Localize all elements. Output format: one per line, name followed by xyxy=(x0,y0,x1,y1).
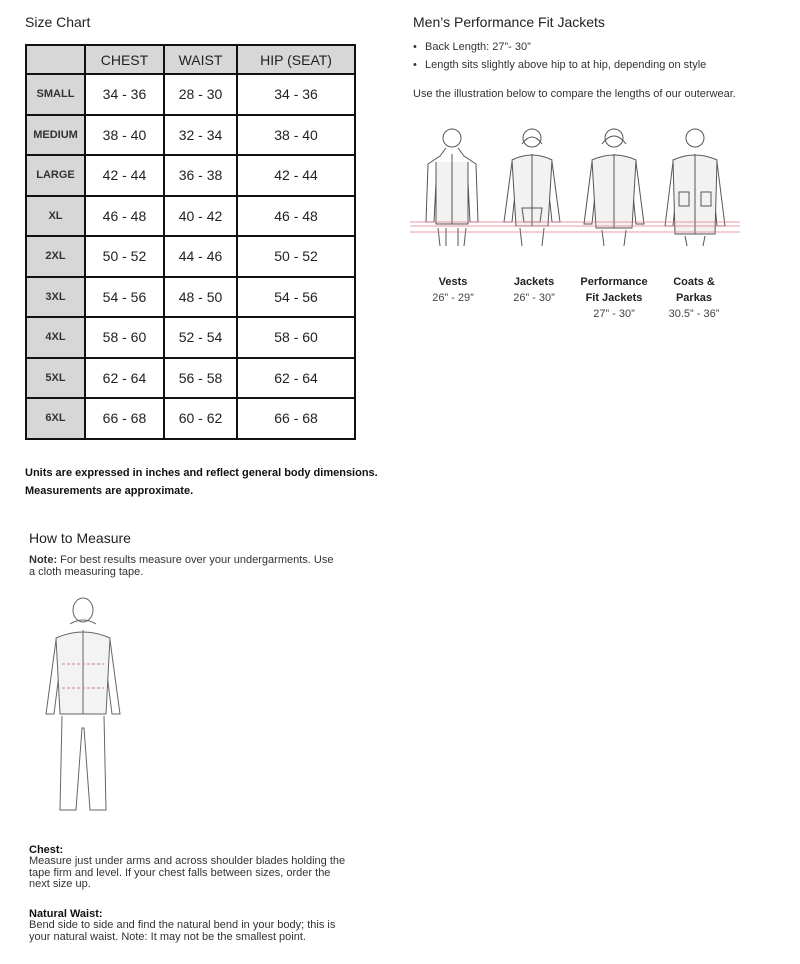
table-row xyxy=(26,74,355,115)
waist-instructions xyxy=(29,908,349,943)
hip-cell: 58 - 60 xyxy=(237,317,355,358)
performance-label-line1: Performance xyxy=(580,276,648,288)
back-length-bullet: • Back Length: 27”- 30” xyxy=(425,38,706,56)
chest-instructions xyxy=(29,844,349,891)
performance-caption xyxy=(573,274,655,322)
table-row xyxy=(26,196,355,237)
chest-cell: 34 - 36 xyxy=(85,74,164,115)
waist-text: Bend side to side and find the natural bend in your body; this is your natural waist. Note: It may not be the smallest point. xyxy=(29,919,336,943)
size-chart-title: Size Chart xyxy=(25,14,91,30)
measure-title: How to Measure xyxy=(29,530,131,546)
waist-cell: 56 - 58 xyxy=(164,358,237,399)
note-label: Note: xyxy=(29,554,58,566)
size-cell: 4XL xyxy=(26,317,85,358)
chest-text: Measure just under arms and across shoulder blades holding the tape firm and level. If your chest falls between sizes, order the next size up. xyxy=(29,855,346,890)
coats-range: 30.5” - 36” xyxy=(668,308,720,320)
waist-header: WAIST xyxy=(164,45,237,74)
table-row xyxy=(26,115,355,156)
jackets-range: 26” - 30” xyxy=(513,292,555,304)
waist-cell: 40 - 42 xyxy=(164,196,237,237)
waist-term: Natural Waist: xyxy=(29,908,103,920)
chest-cell: 58 - 60 xyxy=(85,317,164,358)
waist-cell: 48 - 50 xyxy=(164,277,237,318)
vest-figure xyxy=(426,129,478,246)
length-sits-bullet: • Length sits slightly above hip to at hip, depending on style xyxy=(425,56,706,74)
hip-cell: 62 - 64 xyxy=(237,358,355,399)
waist-cell: 60 - 62 xyxy=(164,398,237,439)
size-cell: 6XL xyxy=(26,398,85,439)
coat-figure xyxy=(665,129,725,246)
chest-cell: 66 - 68 xyxy=(85,398,164,439)
jackets-label: Jackets xyxy=(513,276,555,288)
units-note: Units are expressed in inches and reflect general body dimensions. xyxy=(25,467,378,479)
hip-cell: 38 - 40 xyxy=(237,115,355,156)
waist-cell: 32 - 34 xyxy=(164,115,237,156)
coats-label-line1: Coats & xyxy=(673,276,715,288)
chest-cell: 50 - 52 xyxy=(85,236,164,277)
approx-note: Measurements are approximate. xyxy=(25,485,194,497)
coats-caption xyxy=(659,274,729,322)
size-cell: 3XL xyxy=(26,277,85,318)
waist-cell: 36 - 38 xyxy=(164,155,237,196)
coats-label-line2: Parkas xyxy=(675,292,713,304)
hip-cell: 54 - 56 xyxy=(237,277,355,318)
fit-title: Men’s Performance Fit Jackets xyxy=(413,14,605,30)
chest-cell: 46 - 48 xyxy=(85,196,164,237)
size-cell: LARGE xyxy=(26,155,85,196)
chest-cell: 38 - 40 xyxy=(85,115,164,156)
size-cell: 2XL xyxy=(26,236,85,277)
hip-header: HIP (SEAT) xyxy=(237,45,355,74)
table-corner-cell xyxy=(26,45,85,74)
waist-cell: 44 - 46 xyxy=(164,236,237,277)
waist-cell: 28 - 30 xyxy=(164,74,237,115)
chest-cell: 62 - 64 xyxy=(85,358,164,399)
performance-label-line2: Fit Jackets xyxy=(585,292,643,304)
performance-jacket-figure xyxy=(584,129,644,246)
vests-caption xyxy=(418,274,488,306)
hip-cell: 42 - 44 xyxy=(237,155,355,196)
hip-cell: 50 - 52 xyxy=(237,236,355,277)
hip-cell: 66 - 68 xyxy=(237,398,355,439)
jackets-caption xyxy=(499,274,569,306)
outerwear-lengths-illustration xyxy=(410,122,740,248)
size-cell: MEDIUM xyxy=(26,115,85,156)
size-chart-table xyxy=(25,44,356,440)
size-cell: SMALL xyxy=(26,74,85,115)
note-text: For best results measure over your undergarments. Use a cloth measuring tape. xyxy=(29,554,334,578)
table-row xyxy=(26,155,355,196)
table-row xyxy=(26,358,355,399)
vests-label: Vests xyxy=(438,276,468,288)
measuring-figure-illustration xyxy=(40,596,126,818)
waist-cell: 52 - 54 xyxy=(164,317,237,358)
table-row xyxy=(26,277,355,318)
table-row xyxy=(26,236,355,277)
jacket-figure xyxy=(504,129,560,246)
vests-range: 26” - 29” xyxy=(432,292,474,304)
chest-term: Chest: xyxy=(29,844,64,856)
performance-range: 27” - 30” xyxy=(593,308,635,320)
hip-cell: 46 - 48 xyxy=(237,196,355,237)
chest-cell: 42 - 44 xyxy=(85,155,164,196)
chest-header: CHEST xyxy=(85,45,164,74)
table-row xyxy=(26,398,355,439)
measure-note xyxy=(29,554,339,578)
table-header-row xyxy=(26,45,355,74)
fit-bullets xyxy=(413,38,706,74)
table-row xyxy=(26,317,355,358)
size-cell: XL xyxy=(26,196,85,237)
fit-intro: Use the illustration below to compare the lengths of our outerwear. xyxy=(413,88,736,100)
size-cell: 5XL xyxy=(26,358,85,399)
chest-cell: 54 - 56 xyxy=(85,277,164,318)
hip-cell: 34 - 36 xyxy=(237,74,355,115)
